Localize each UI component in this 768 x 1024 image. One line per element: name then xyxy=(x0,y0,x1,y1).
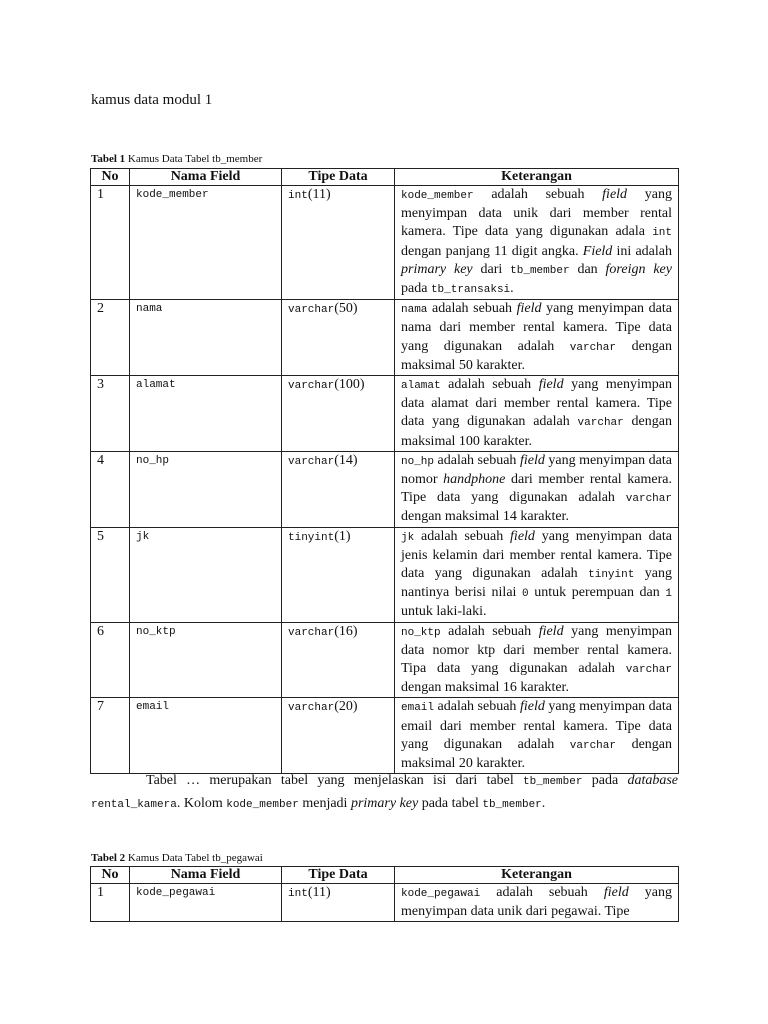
cell-field-name xyxy=(130,884,282,922)
text-run: yang menyimpan data nomor xyxy=(401,452,672,488)
header-keterangan: Keterangan xyxy=(395,169,679,186)
italic-term: foreign key xyxy=(605,261,672,277)
document-title: kamus data modul 1 xyxy=(91,92,213,108)
cell-data-type xyxy=(282,884,395,922)
text-run: dari xyxy=(472,261,511,277)
italic-term: primary key xyxy=(350,796,419,811)
text-run: dengan maksimal 100 karakter. xyxy=(401,414,672,449)
code-text: varchar xyxy=(625,664,672,677)
data-type-length: (14) xyxy=(334,452,358,468)
text-run: yang menyimpan data email dari member rental kamera. Tipe data yang digunakan adalah xyxy=(401,699,672,752)
cell-description xyxy=(395,698,679,774)
cell-data-type xyxy=(282,622,395,698)
italic-term: handphone xyxy=(443,472,506,488)
table-row xyxy=(91,186,679,300)
text-run: . xyxy=(541,796,546,811)
field-name: no_ktp xyxy=(136,625,176,638)
text-run: yang menyimpan data unik dari member rental kamera. Tipe data yang digunakan adala xyxy=(401,187,672,240)
field-name: alamat xyxy=(136,379,176,392)
text-run: pada tabel xyxy=(418,796,483,811)
text-run: dengan maksimal 16 karakter. xyxy=(401,680,569,696)
text-run: . xyxy=(510,281,514,297)
table-header-row xyxy=(91,169,679,186)
table-row xyxy=(91,300,679,376)
data-type-length: (1) xyxy=(334,528,351,544)
field-name: no_hp xyxy=(136,454,170,467)
code-text: 1 xyxy=(665,588,672,601)
data-type-length: (100) xyxy=(334,377,365,393)
text-run: dengan maksimal 20 karakter. xyxy=(401,736,672,772)
text-run: pada xyxy=(401,281,431,297)
table-row xyxy=(91,527,679,622)
table1-caption xyxy=(91,153,262,165)
data-type-length: (11) xyxy=(307,187,331,202)
header-nama-field: Nama Field xyxy=(130,169,282,186)
data-type-length: (16) xyxy=(334,623,358,639)
cell-no xyxy=(91,527,130,622)
italic-term: field xyxy=(602,187,628,202)
code-text: varchar xyxy=(577,417,624,430)
text-run: yang menyimpan data unik dari pegawai. Tipe xyxy=(401,885,672,920)
text-run: yang menyimpan data nama dari member rental kamera. Tipe data yang digunakan adalah xyxy=(401,301,672,354)
italic-term: field xyxy=(519,452,545,468)
code-text: tb_member xyxy=(510,264,570,277)
table2-caption-label: Tabel 2 xyxy=(91,852,126,864)
code-text: nama xyxy=(401,304,428,317)
cell-field-name xyxy=(130,186,282,300)
cell-description xyxy=(395,884,679,922)
header-tipe-data: Tipe Data xyxy=(282,169,395,186)
cell-field-name xyxy=(130,698,282,774)
cell-data-type xyxy=(282,698,395,774)
cell-description xyxy=(395,622,679,698)
code-text: tb_member xyxy=(482,799,542,811)
text-run: adalah sebuah xyxy=(427,301,517,317)
data-type-length: (20) xyxy=(334,699,358,715)
code-text: rental_kamera xyxy=(91,799,177,811)
table2-caption-text: Kamus Data Tabel tb_pegawai xyxy=(127,852,263,864)
row-number: 6 xyxy=(97,623,104,639)
code-text: 0 xyxy=(522,588,529,601)
table-tb-member xyxy=(90,168,679,774)
code-text: tb_transaksi xyxy=(430,284,511,297)
cell-no xyxy=(91,622,130,698)
row-number: 2 xyxy=(97,301,104,317)
row-number: 1 xyxy=(97,885,104,900)
data-type-name: int xyxy=(288,190,308,202)
cell-no xyxy=(91,884,130,922)
text-run: Tabel … merupakan tabel yang menjelaskan isi dari tabel xyxy=(146,773,524,788)
header-keterangan: Keterangan xyxy=(395,867,679,884)
italic-term: primary key xyxy=(401,261,473,277)
cell-data-type xyxy=(282,376,395,452)
cell-description xyxy=(395,451,679,527)
code-text: varchar xyxy=(625,493,672,506)
text-run: yang menyimpan data jenis kelamin dari member rental kamera. Tipe data yang digunakan adalah xyxy=(401,528,672,582)
data-type-name: varchar xyxy=(288,702,335,715)
table-row xyxy=(91,698,679,774)
field-name: nama xyxy=(136,303,163,316)
header-no: No xyxy=(91,867,130,884)
data-type-length: (11) xyxy=(307,885,331,900)
code-text: no_hp xyxy=(401,455,435,468)
data-type-name: varchar xyxy=(288,626,335,639)
row-number: 3 xyxy=(97,377,104,393)
table-row xyxy=(91,884,679,922)
text-run: untuk perempuan dan xyxy=(528,585,666,601)
code-text: int xyxy=(652,227,672,240)
code-text: kode_member xyxy=(401,190,474,202)
cell-description xyxy=(395,300,679,376)
italic-term: field xyxy=(538,377,564,393)
row-number: 4 xyxy=(97,452,104,468)
cell-data-type xyxy=(282,451,395,527)
code-text: kode_pegawai xyxy=(401,888,481,900)
header-tipe-data: Tipe Data xyxy=(282,867,395,884)
text-run: adalah sebuah xyxy=(434,699,520,715)
row-number: 5 xyxy=(97,528,104,544)
data-type-name: varchar xyxy=(288,304,335,317)
code-text: varchar xyxy=(569,341,616,354)
cell-field-name xyxy=(130,622,282,698)
text-run: yang nantinya berisi nilai xyxy=(401,566,672,601)
cell-description xyxy=(395,527,679,622)
table-row xyxy=(91,376,679,452)
code-text: kode_member xyxy=(226,799,299,811)
text-run: adalah sebuah xyxy=(473,187,603,202)
text-run: adalah sebuah xyxy=(434,452,520,468)
cell-description xyxy=(395,186,679,300)
row-number: 1 xyxy=(97,187,104,202)
text-run: dengan maksimal 14 karakter. xyxy=(401,509,569,525)
cell-data-type xyxy=(282,186,395,300)
table2-caption xyxy=(91,852,263,864)
code-text: no_ktp xyxy=(401,626,441,639)
cell-no xyxy=(91,376,130,452)
data-type-length: (50) xyxy=(334,301,358,317)
data-type-name: varchar xyxy=(288,455,335,468)
cell-data-type xyxy=(282,300,395,376)
field-name: kode_pegawai xyxy=(136,887,216,899)
cell-no xyxy=(91,186,130,300)
italic-term: field xyxy=(538,623,564,639)
cell-no xyxy=(91,451,130,527)
text-run: adalah sebuah xyxy=(440,377,539,393)
italic-term: field xyxy=(510,528,535,544)
text-run: ini adalah xyxy=(612,243,672,259)
header-nama-field: Nama Field xyxy=(130,867,282,884)
field-name: email xyxy=(136,701,170,714)
text-run: adalah sebuah xyxy=(414,528,511,544)
cell-field-name xyxy=(130,376,282,452)
data-type-name: tinyint xyxy=(288,531,335,544)
italic-term: Field xyxy=(582,243,613,259)
table-row xyxy=(91,622,679,698)
table1-caption-label: Tabel 1 xyxy=(91,153,126,165)
italic-term: field xyxy=(516,301,542,317)
table1-caption-text: Kamus Data Tabel tb_member xyxy=(127,153,263,165)
text-run: untuk laki-laki. xyxy=(401,604,487,620)
table-tb-pegawai xyxy=(90,866,679,922)
text-run: dengan panjang 11 digit angka. xyxy=(401,243,583,259)
code-text: alamat xyxy=(401,380,441,393)
cell-no xyxy=(91,300,130,376)
text-run: adalah sebuah xyxy=(480,885,604,900)
data-type-name: varchar xyxy=(288,380,335,393)
table-header-row xyxy=(91,867,679,884)
code-text: jk xyxy=(401,531,415,544)
description-paragraph xyxy=(91,770,678,816)
cell-no xyxy=(91,698,130,774)
cell-field-name xyxy=(130,300,282,376)
text-run: dan xyxy=(569,261,606,277)
italic-term: database xyxy=(627,773,678,788)
data-type-name: int xyxy=(288,888,308,900)
text-run: yang menyimpan data nomor ktp dari member rental kamera. Tipa data yang digunakan adalah xyxy=(401,623,672,677)
italic-term: field xyxy=(603,885,629,900)
cell-description xyxy=(395,376,679,452)
text-run: . Kolom xyxy=(176,796,227,811)
cell-field-name xyxy=(130,527,282,622)
code-text: email xyxy=(401,702,435,715)
code-text: tinyint xyxy=(588,569,635,582)
text-run: adalah sebuah xyxy=(440,623,539,639)
cell-data-type xyxy=(282,527,395,622)
code-text: varchar xyxy=(569,739,616,752)
text-run: dengan maksimal 50 karakter. xyxy=(401,338,672,373)
row-number: 7 xyxy=(97,699,104,715)
cell-field-name xyxy=(130,451,282,527)
field-name: jk xyxy=(136,530,150,543)
code-text: tb_member xyxy=(523,776,583,788)
text-run: menjadi xyxy=(298,796,351,811)
header-no: No xyxy=(91,169,130,186)
table-row xyxy=(91,451,679,527)
text-run: pada xyxy=(582,773,628,788)
text-run: dari member rental kamera. Tipe data yang digunakan adalah xyxy=(401,472,672,506)
text-run: yang menyimpan data alamat dari member rental kamera. Tipe data yang digunakan adalah xyxy=(401,377,672,430)
italic-term: field xyxy=(519,699,545,715)
field-name: kode_member xyxy=(136,189,209,201)
